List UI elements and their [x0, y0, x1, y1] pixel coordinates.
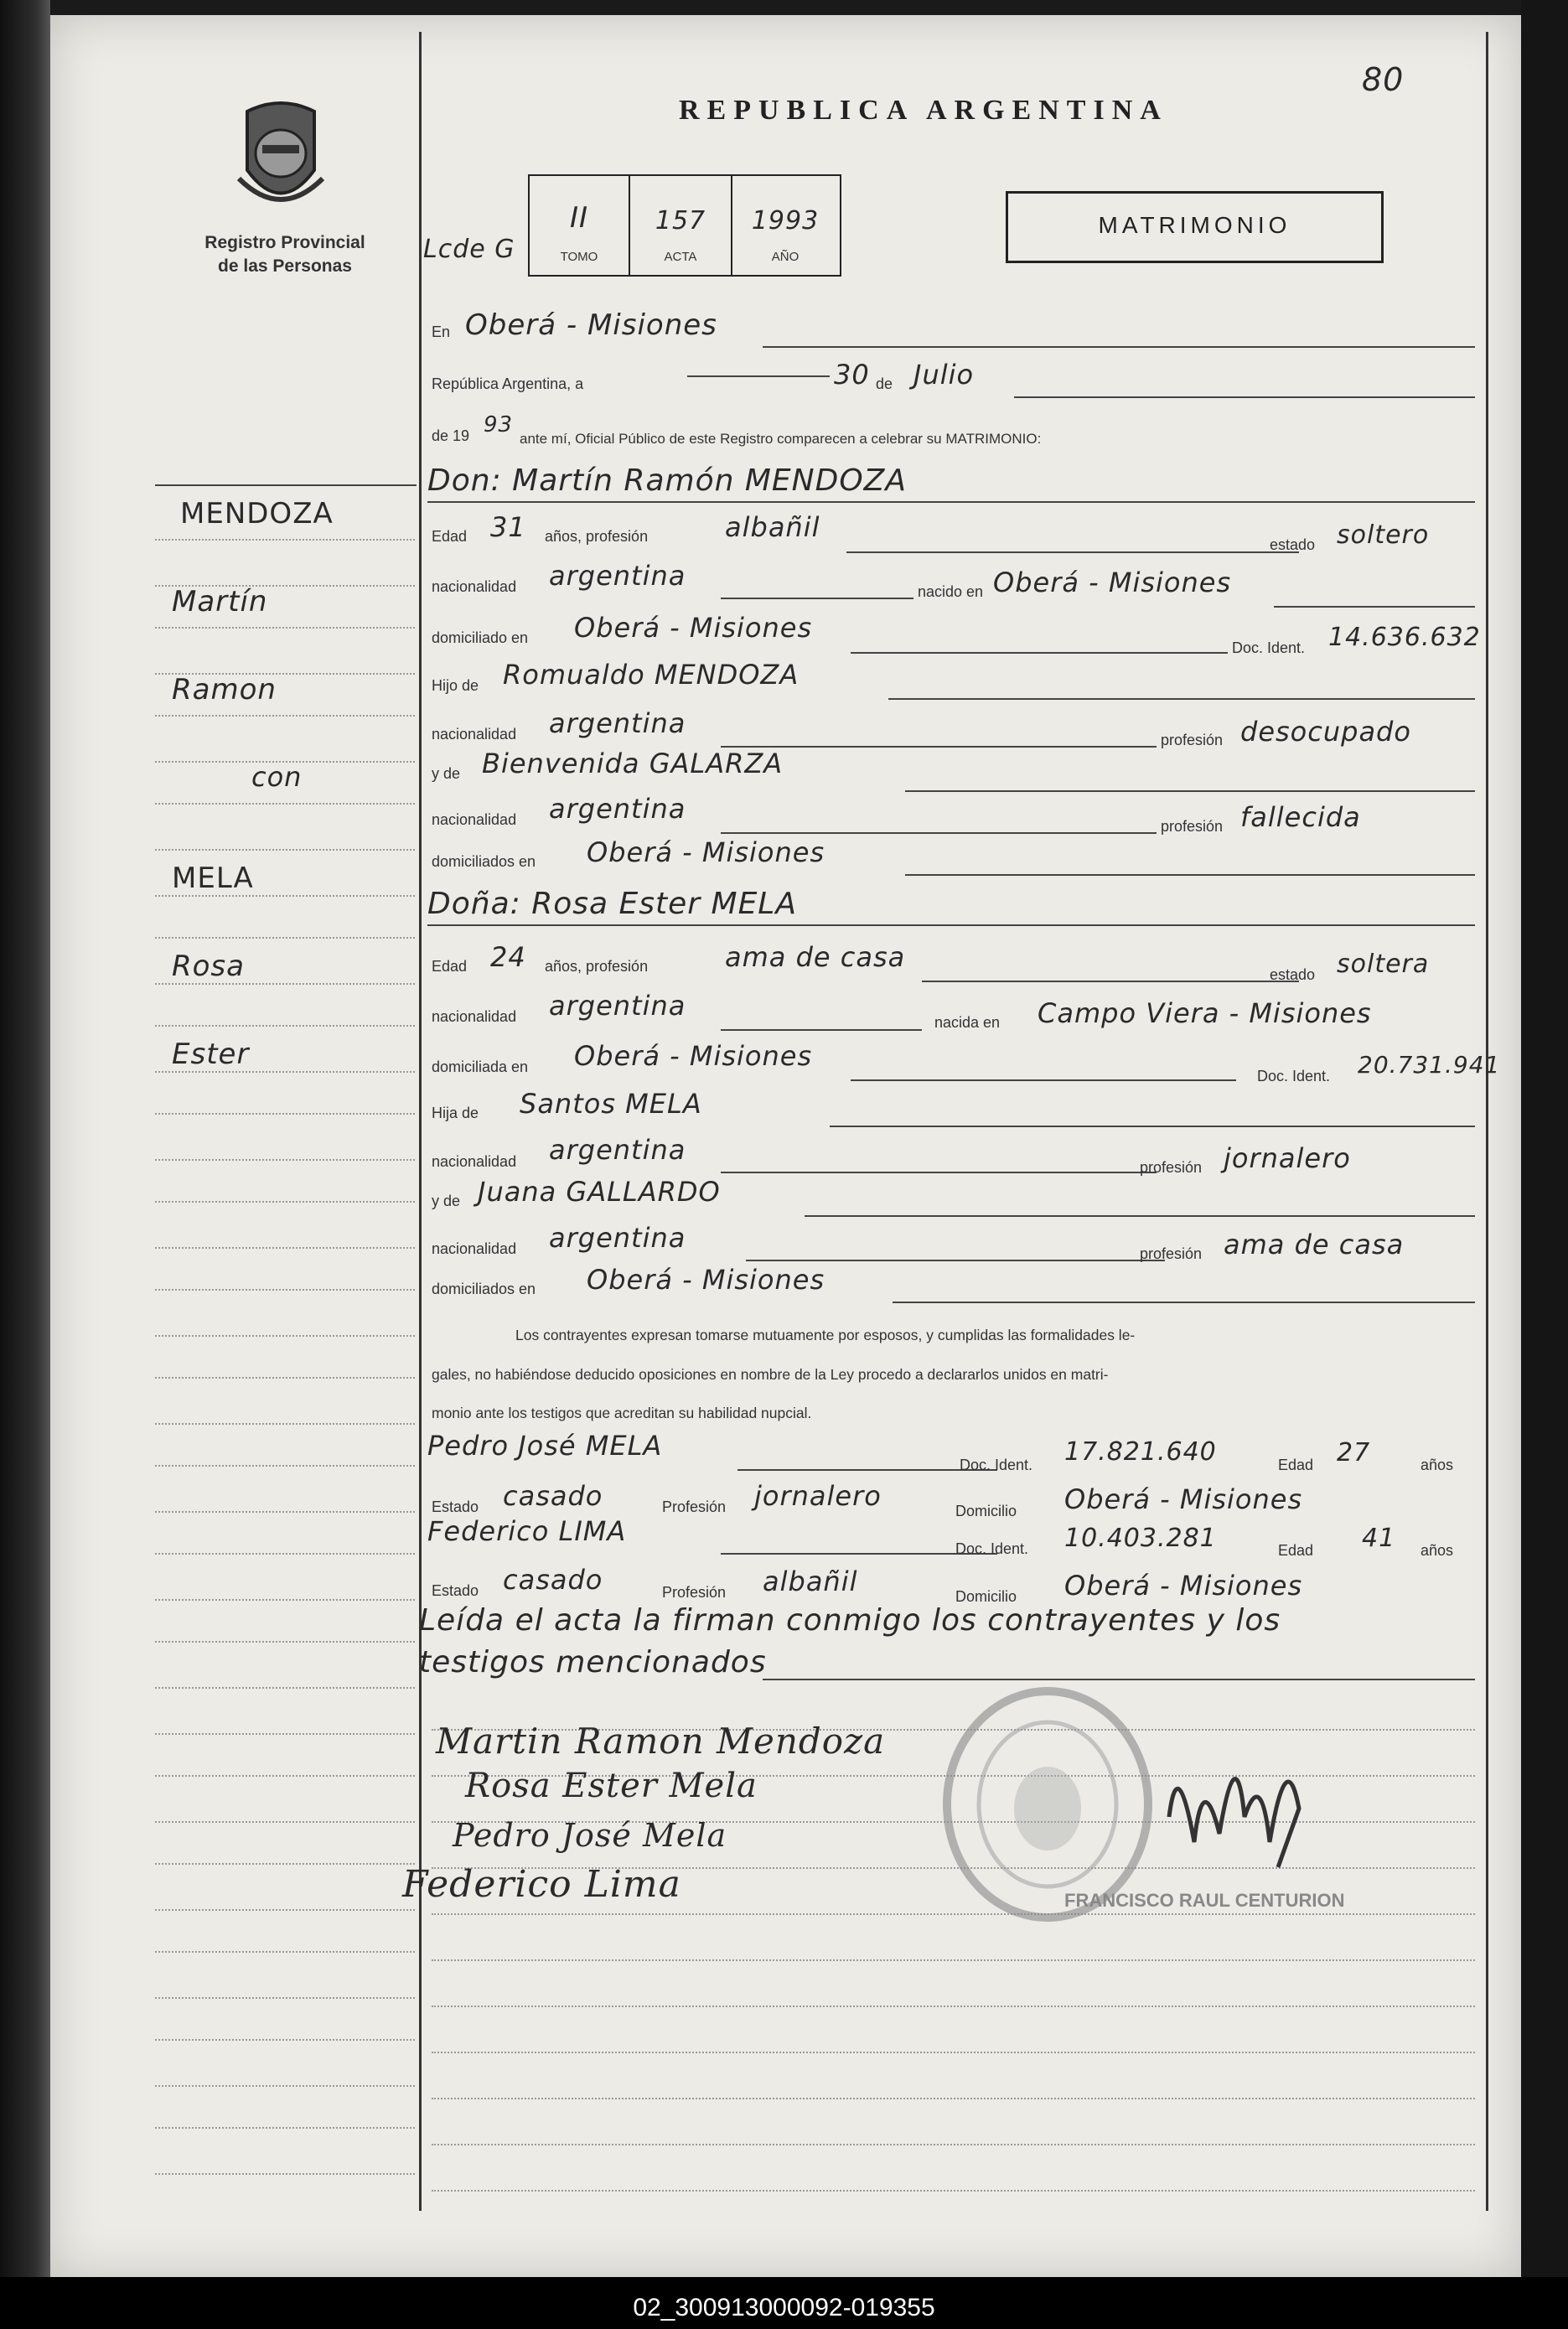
- ano-label: AÑO: [771, 250, 800, 264]
- groom-father-prof-label: profesión: [1161, 732, 1224, 748]
- bride-profession-label: años, profesión: [545, 958, 649, 975]
- margin-name-bride-2: Ester: [172, 1038, 250, 1071]
- bride-parents-dom-label: domiciliados en: [432, 1281, 536, 1297]
- margin-surname-groom: MENDOZA: [180, 497, 334, 530]
- record-page: [50, 15, 1521, 2278]
- witness-2-profession: albañil: [763, 1566, 858, 1597]
- bride-estado-label: estado: [1270, 966, 1316, 983]
- record-year: 93: [484, 412, 514, 437]
- bride-domicile: Oberá - Misiones: [574, 1040, 813, 1072]
- witness-1-doc: 17.821.640: [1064, 1437, 1217, 1467]
- witness-2-domicile: Oberá - Misiones: [1064, 1570, 1303, 1602]
- bride-mother-profession: ama de casa: [1224, 1229, 1405, 1260]
- groom-profession-label: años, profesión: [545, 528, 649, 545]
- page-number: 80: [1362, 61, 1405, 98]
- bride-father-profession: jornalero: [1224, 1142, 1351, 1174]
- bride-father-nationality: argentina: [549, 1134, 686, 1166]
- de-label: de: [876, 375, 893, 392]
- groom-nat-label: nacionalidad: [432, 578, 517, 595]
- groom-parents-domicile: Oberá - Misiones: [587, 836, 825, 868]
- margin-top-line: [155, 484, 417, 486]
- image-caption: 02_300913000092-019355: [633, 2294, 935, 2321]
- rule: [851, 1079, 1236, 1081]
- bride-daughter-of-label: Hija de: [432, 1105, 479, 1121]
- rule: [721, 746, 1157, 748]
- rule: [846, 551, 1299, 553]
- groom-son-of-label: Hijo de: [432, 677, 479, 694]
- bride-civil-status: soltera: [1337, 950, 1430, 979]
- groom-nationality: argentina: [549, 560, 686, 592]
- bride-birthplace: Campo Viera - Misiones: [1038, 997, 1372, 1029]
- year-prefix: de 19: [432, 427, 470, 444]
- bride-nationality: argentina: [549, 990, 686, 1022]
- act-type: MATRIMONIO: [1098, 212, 1291, 238]
- rule: [1274, 606, 1475, 608]
- groom-civil-status: soltero: [1337, 520, 1430, 550]
- registry-name-line2: de las Personas: [218, 256, 352, 276]
- signature-witness-1: Pedro José Mela: [453, 1817, 727, 1854]
- margin-surname-bride: MELA: [172, 862, 254, 895]
- groom-estado-label: estado: [1270, 536, 1316, 553]
- rule: [893, 1302, 1475, 1303]
- legal-text-line-1: Los contrayentes expresan tomarse mutuamente por esposos, y cumplidas las formalidades le-: [515, 1327, 1136, 1343]
- bride-mother-nat-label: nacionalidad: [432, 1240, 517, 1257]
- bride-born-label: nacida en: [934, 1014, 1001, 1031]
- groom-mother-name: Bienvenida GALARZA: [482, 748, 784, 779]
- coat-of-arms-icon: [230, 95, 331, 220]
- groom-mother-nat-label: nacionalidad: [432, 811, 517, 828]
- groom-father-nationality: argentina: [549, 707, 686, 739]
- bride-father-prof-label: profesión: [1140, 1159, 1203, 1176]
- rule: [922, 981, 1299, 982]
- bride-nat-label: nacionalidad: [432, 1008, 517, 1025]
- record-month: Julio: [913, 359, 975, 391]
- rule: [805, 1215, 1475, 1217]
- acta-value: 157: [655, 206, 706, 235]
- witness-2-doc: 10.403.281: [1064, 1524, 1217, 1553]
- legal-text-line-3: monio ante los testigos que acreditan su habilidad nupcial.: [432, 1405, 812, 1421]
- witness-2-name: Federico LIMA: [427, 1515, 627, 1547]
- witness-2-estado: casado: [503, 1564, 603, 1596]
- rule: [1014, 396, 1475, 398]
- rule: [721, 1029, 922, 1031]
- bride-mother-name: Juana GALLARDO: [478, 1176, 721, 1208]
- margin-name-groom-1: Martín: [172, 585, 268, 618]
- book-code: Lcde G: [423, 235, 515, 264]
- witness-2-age: 41: [1362, 1524, 1396, 1553]
- groom-domicile: Oberá - Misiones: [574, 612, 813, 644]
- bride-dom-label: domiciliada en: [432, 1058, 529, 1075]
- groom-doc-label: Doc. Ident.: [1232, 639, 1306, 656]
- legal-text-line-2: gales, no habiéndose deducido oposiciones en nombre de la Ley procedo a declararlos unidos en matri-: [432, 1366, 1109, 1383]
- margin-connector: con: [251, 761, 303, 793]
- groom-birthplace: Oberá - Misiones: [993, 567, 1232, 598]
- groom-born-label: nacido en: [918, 583, 984, 600]
- margin-name-groom-2: Ramon: [172, 673, 277, 706]
- witness-1-estado-label: Estado: [432, 1498, 479, 1515]
- rule: [905, 790, 1475, 792]
- rule: [763, 1679, 1475, 1680]
- witness-2-estado-label: Estado: [432, 1582, 479, 1599]
- groom-profession: albañil: [725, 511, 820, 543]
- official-signature-icon: [1144, 1716, 1320, 1884]
- witness-1-estado: casado: [503, 1480, 603, 1512]
- witness-1-doc-label: Doc. Ident.: [960, 1457, 1033, 1473]
- record-day: 30: [834, 359, 870, 391]
- groom-mother-profession: fallecida: [1240, 801, 1361, 833]
- bride-doc-label: Doc. Ident.: [1257, 1068, 1331, 1084]
- groom-age: 31: [490, 511, 526, 543]
- groom-doc-number: 14.636.632: [1328, 623, 1481, 652]
- rule: [763, 346, 1475, 348]
- witness-1-profession: jornalero: [754, 1480, 882, 1512]
- right-rule: [1486, 32, 1488, 2211]
- act-type-box: [1006, 191, 1384, 263]
- closing-line-2: testigos mencionados: [419, 1645, 767, 1679]
- tomo-label: TOMO: [560, 250, 598, 264]
- witness-1-domicile: Oberá - Misiones: [1064, 1483, 1303, 1515]
- rule: [746, 1260, 1165, 1261]
- country-title: REPUBLICA ARGENTINA: [679, 95, 1168, 126]
- rule: [427, 924, 1475, 926]
- groom-father-name: Romualdo MENDOZA: [503, 659, 800, 691]
- registry-number-box: [528, 174, 841, 277]
- witness-2-anos-label: años: [1421, 1542, 1454, 1559]
- signature-witness-2: Federico Lima: [402, 1863, 681, 1906]
- page-edge: [1521, 0, 1568, 2329]
- groom-full-name: Don: Martín Ramón MENDOZA: [427, 463, 907, 498]
- signature-groom: Martin Ramon Mendoza: [436, 1721, 886, 1762]
- rule: [687, 375, 830, 377]
- witness-1-prof-label: Profesión: [662, 1498, 727, 1515]
- groom-mother-nationality: argentina: [549, 793, 686, 825]
- groom-and-of-label: y de: [432, 765, 461, 782]
- bride-doc-number: 20.731.941: [1358, 1051, 1501, 1079]
- rule: [851, 652, 1228, 654]
- bride-mother-nationality: argentina: [549, 1222, 686, 1254]
- bride-profession: ama de casa: [725, 941, 906, 973]
- en-label: En: [432, 323, 451, 340]
- witness-1-dom-label: Domicilio: [955, 1503, 1017, 1519]
- witness-1-name: Pedro José MELA: [427, 1430, 663, 1462]
- ano-value: 1993: [751, 206, 820, 235]
- rule: [737, 1469, 997, 1471]
- groom-father-profession: desocupado: [1240, 716, 1411, 748]
- witness-1-age: 27: [1337, 1438, 1371, 1467]
- rule: [721, 832, 1157, 834]
- republic-label: República Argentina, a: [432, 375, 584, 392]
- groom-father-nat-label: nacionalidad: [432, 726, 517, 743]
- rule: [721, 1172, 1157, 1173]
- witness-2-prof-label: Profesión: [662, 1584, 727, 1601]
- witness-2-dom-label: Domicilio: [955, 1588, 1017, 1605]
- groom-parents-dom-label: domiciliados en: [432, 853, 536, 870]
- official-statement: ante mí, Oficial Público de este Registro comparecen a celebrar su MATRIMONIO:: [520, 431, 1042, 447]
- closing-line-1: Leída el acta la firman conmigo los contrayentes y los: [419, 1603, 1281, 1638]
- signature-bride: Rosa Ester Mela: [465, 1767, 758, 1805]
- rule: [721, 598, 913, 599]
- rule: [427, 501, 1475, 503]
- bride-edad-label: Edad: [432, 958, 468, 975]
- rule: [888, 698, 1475, 700]
- acta-label: ACTA: [664, 250, 697, 264]
- witness-2-edad-label: Edad: [1278, 1542, 1314, 1559]
- groom-dom-label: domiciliado en: [432, 629, 529, 646]
- bride-father-name: Santos MELA: [520, 1088, 702, 1120]
- official-stamp-name: FRANCISCO RAUL CENTURION: [1064, 1890, 1345, 1911]
- margin-name-bride-1: Rosa: [172, 950, 245, 983]
- place-of-record: Oberá - Misiones: [465, 308, 717, 342]
- bride-full-name: Doña: Rosa Ester MELA: [427, 887, 797, 921]
- witness-1-anos-label: años: [1421, 1457, 1454, 1473]
- registry-name-line1: Registro Provincial: [204, 233, 365, 252]
- groom-mother-prof-label: profesión: [1161, 818, 1224, 835]
- witness-1-edad-label: Edad: [1278, 1457, 1314, 1473]
- bride-and-of-label: y de: [432, 1193, 461, 1209]
- tomo-value: II: [569, 201, 589, 235]
- bride-mother-prof-label: profesión: [1140, 1245, 1203, 1262]
- bride-age: 24: [490, 941, 526, 973]
- groom-edad-label: Edad: [432, 528, 468, 545]
- witness-2-doc-label: Doc. Ident.: [955, 1540, 1029, 1557]
- bride-parents-domicile: Oberá - Misiones: [587, 1264, 825, 1296]
- rule: [905, 874, 1475, 876]
- book-binding: [0, 0, 50, 2329]
- bride-father-nat-label: nacionalidad: [432, 1153, 517, 1170]
- rule: [830, 1126, 1475, 1127]
